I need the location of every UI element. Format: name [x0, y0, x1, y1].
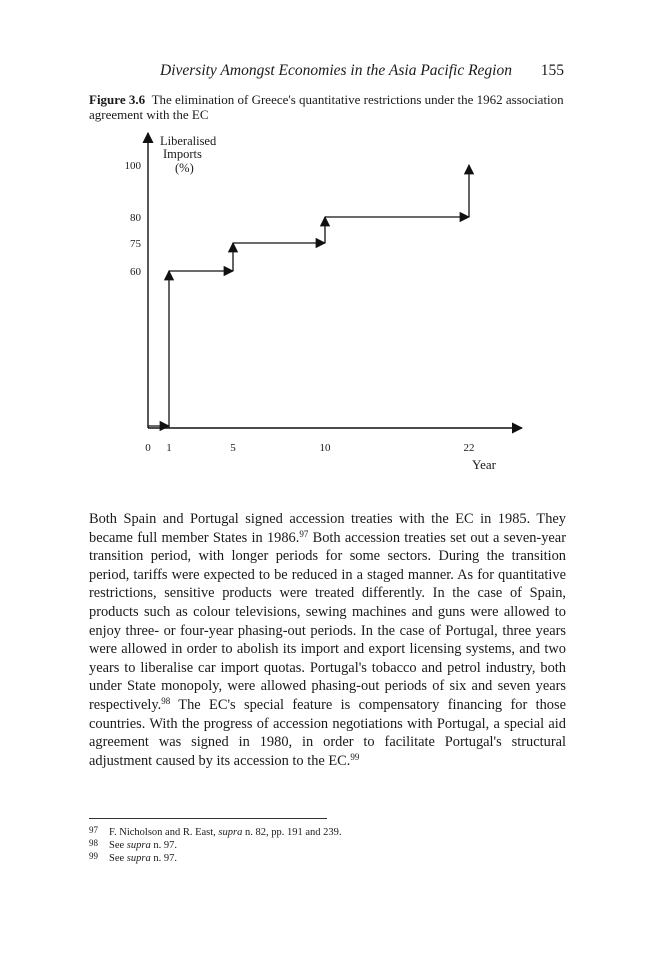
para-part-2: Both accession treaties set out a seven-year transition period, with longer periods for some sectors. During the transition period, tariffs were expected to be reduced in a staged manner. As for quantitative restrictions, sensitive products were treated differently. In the case of Spain, products such as colour televisions, sewing machines and guns were allowed to enjoy three- or four-year phasing-out periods. In the case of Portugal, three years were allowed in order to abolish its import and export licensing systems, and two years to liberalise car import quotas. Portugal's tobacco and petrol industry, both under State monopoly, were allowed phasing-out periods of six and seven years respectively.	[89, 529, 566, 713]
figure-caption	[89, 92, 565, 122]
chart-axes	[148, 133, 522, 428]
page-number: 155	[540, 62, 564, 79]
x-tick-label: 22	[463, 442, 475, 454]
y-label-line: Imports	[163, 147, 202, 161]
step-chart	[0, 120, 650, 480]
footnote-text: F. Nicholson and R. East, supra n. 82, pp. 191 and 239.	[109, 827, 342, 838]
x-ticks	[145, 442, 474, 454]
footnote-ref-98[interactable]: 98	[161, 695, 171, 706]
body-paragraph	[89, 510, 566, 770]
x-axis-title: Year	[472, 457, 496, 472]
y-tick-label: 75	[130, 238, 141, 250]
x-tick-label: 0	[145, 442, 151, 454]
para-part-3: The EC's special feature is compensatory financing for those countries. With the progress of accession negotiations with Portugal, a special aid agreement was signed in 1980, in order to facilitate Portugal's structural adjustment caused by its accession to the EC.	[89, 696, 566, 769]
series-steps	[148, 165, 469, 428]
x-tick-label: 10	[319, 442, 331, 454]
running-head-title: Diversity Amongst Economies in the Asia Pacific Region	[160, 62, 512, 79]
y-label-line: (%)	[175, 161, 194, 175]
footnote-97	[89, 826, 565, 839]
x-tick-label: 1	[166, 442, 172, 454]
x-axis-label	[472, 457, 497, 472]
footnote-text: See supra n. 97.	[109, 840, 177, 851]
running-head	[160, 62, 564, 80]
y-ticks	[125, 160, 142, 278]
footnote-number: 98	[89, 838, 98, 848]
footnote-99	[89, 852, 565, 865]
y-axis-label	[160, 134, 217, 175]
y-tick-label: 80	[130, 212, 141, 224]
figure-caption-text: The elimination of Greece's quantitative restrictions under the 1962 association agreement with the EC	[89, 92, 564, 122]
footnotes	[89, 826, 565, 865]
footnote-ref-97[interactable]: 97	[299, 528, 309, 539]
footnote-98	[89, 839, 565, 852]
y-tick-label: 100	[124, 160, 141, 172]
footnote-ref-99[interactable]: 99	[350, 751, 360, 762]
footnote-divider	[89, 818, 327, 819]
figure-label: Figure 3.6	[89, 92, 146, 107]
x-tick-label: 5	[230, 442, 236, 454]
y-tick-label: 60	[130, 266, 141, 278]
footnote-number: 99	[89, 851, 98, 861]
para-part-1: Both Spain and Portugal signed accession treaties with the EC in 1985. They became full member States in 1986.	[89, 511, 566, 546]
footnote-number: 97	[89, 825, 98, 835]
y-label-line: Liberalised	[160, 134, 217, 148]
footnote-text: See supra n. 97.	[109, 853, 177, 864]
